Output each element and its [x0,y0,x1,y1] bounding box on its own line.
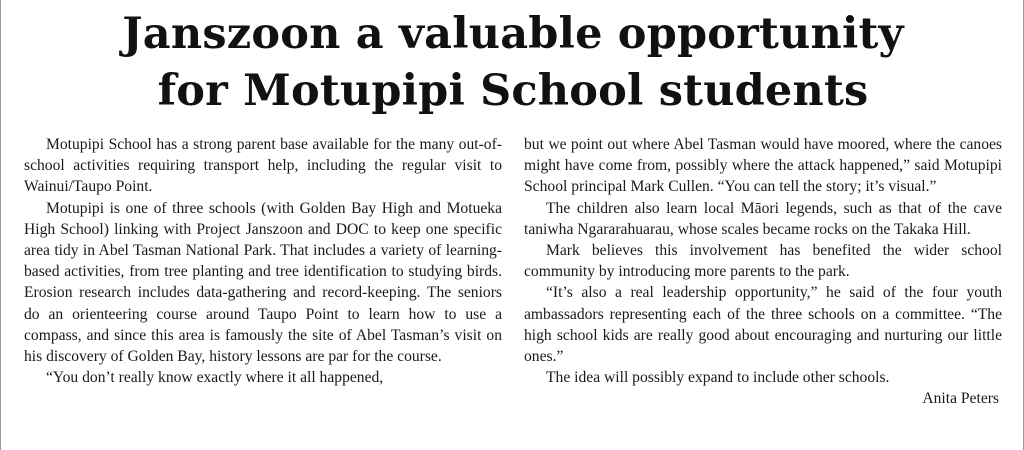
article-column-right [524,134,1002,410]
article-column-left [24,134,502,388]
article-paragraph: “You don’t really know exactly where it all happened, [46,369,384,387]
article-byline: Anita Peters [922,390,999,408]
article-paragraph: “It’s also a real leadership opportunity,” he said of the four youth ambassadors representing each of the three schools on a committee. “The high school kids are really good about encouraging and nurturing our little ones.” [524,284,1002,366]
article-paragraph: Motupipi is one of three schools (with Golden Bay High and Motueka High School) linking with Project Janszoon and DOC to keep one specific area tidy in Abel Tasman National Park. That includes a variety of learning-based activities, from tree planting and tree identification to studying birds. Erosion research includes data-gathering and record-keeping. The seniors do an orienteering course around Taupo Point to learn how to use a compass, and since this area is famously the site of Abel Tasman’s visit on his discovery of Golden Bay, history lessons are par for the course. [24,199,502,366]
article-paragraph-continuation: but we point out where Abel Tasman would have moored, where the canoes might have come from, possibly where the attack happened,” said Motupipi School principal Mark Cullen. “You can tell the story; it’s visual.” [524,136,1002,196]
article-paragraph: The children also learn local Māori legends, such as that of the cave taniwha Ngararahuarau, whose scales became rocks on the Takaka Hill. [524,199,1002,238]
article-headline [1,6,1024,120]
headline-line-1: Janszoon a valuable opportunity [122,9,904,59]
article-paragraph: Motupipi School has a strong parent base available for the many out-of-school activities requiring transport help, including the regular visit to Wainui/Taupo Point. [24,136,502,196]
article-paragraph: The idea will possibly expand to include other schools. [546,369,890,387]
headline-line-2: for Motupipi School students [157,66,869,116]
article-paragraph: Mark believes this involvement has benefited the wider school community by introducing more parents to the park. [524,242,1002,281]
